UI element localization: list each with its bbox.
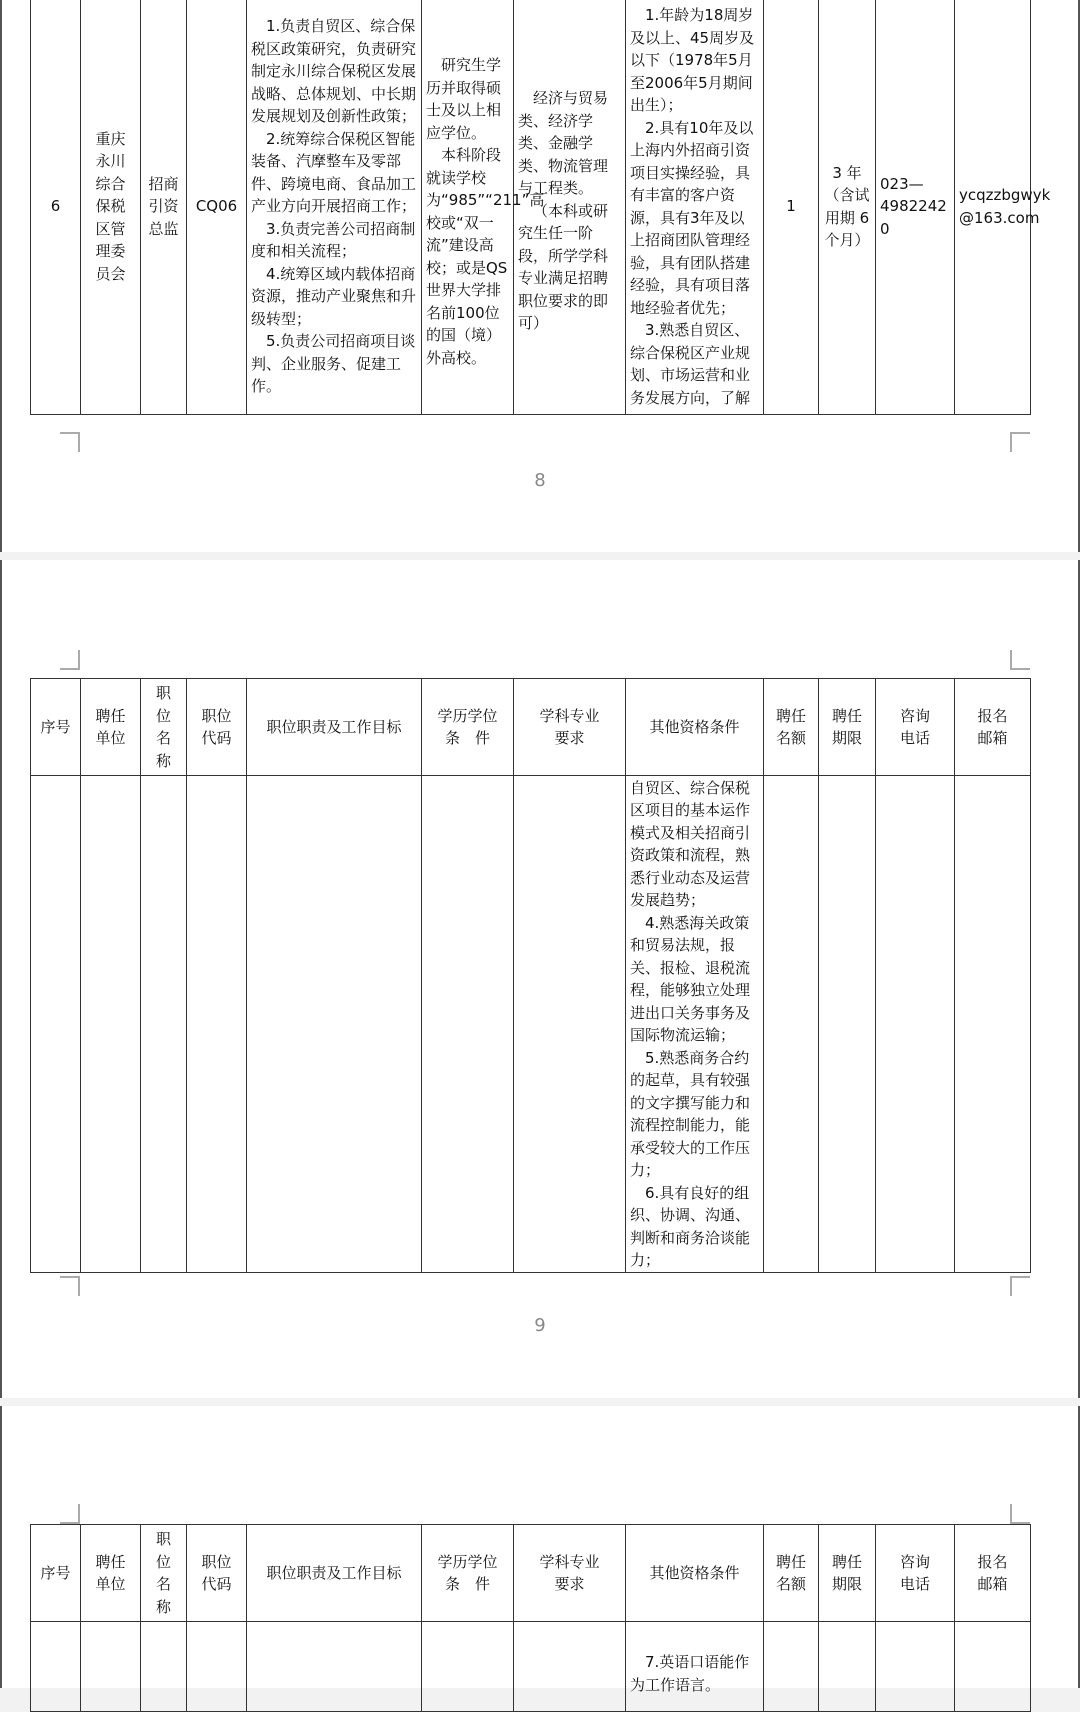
quota-cell: 1 <box>764 0 819 415</box>
header-email: 报名 邮箱 <box>955 1525 1031 1622</box>
recruitment-table-part2 <box>30 678 1031 1273</box>
edu-cell <box>422 0 545 415</box>
code-cell: CQ06 <box>187 0 247 415</box>
crop-mark <box>60 1504 80 1524</box>
other-cell <box>626 1622 764 1712</box>
crop-mark <box>60 432 80 452</box>
other-item: 2.具有10年及以上海内外招商引资项目实操经验，具有丰富的客户资源，具有3年及以上招商团队管理经验，具有团队搭建经验，具有项目落地经验者优先； <box>630 118 754 317</box>
table-row <box>31 0 1031 415</box>
email-cell: ycqzzbgwyk @163.com <box>955 0 1031 415</box>
duty-item: 5.负责公司招商项目谈判、企业服务、促建工作。 <box>251 332 416 396</box>
recruitment-table-part3 <box>30 1524 1031 1712</box>
header-quota: 聘任 名额 <box>764 1525 819 1622</box>
page-edge-left <box>0 1406 2 1688</box>
unit-cell: 重庆 永川 综合 保税 区管 理委 员会 <box>81 0 141 415</box>
other-item: 3.熟悉自贸区、综合保税区产业规划、市场运营和业务发展方向，了解 <box>630 321 751 407</box>
page-edge-left <box>0 560 2 1398</box>
duty-item: 4.统筹区域内载体招商资源，推动产业聚焦和升级转型； <box>251 264 417 328</box>
other-item: 6.具有良好的组织、协调、沟通、判断和商务洽谈能力； <box>630 1183 751 1269</box>
header-duty: 职位职责及工作目标 <box>247 1525 422 1622</box>
crop-mark <box>60 650 80 670</box>
edu-item: 本科阶段就读学校为“985”“211”高校或“双一流”建设高校；或是QS世界大学排名前100位的国（境）外高校。 <box>426 146 545 367</box>
term-cell: 3 年 （含试 用期 6 个月） <box>819 0 876 415</box>
phone-cell: 023— 4982242 0 <box>876 0 955 415</box>
table-row <box>31 776 1031 1273</box>
crop-mark <box>1010 650 1030 670</box>
crop-mark <box>1010 432 1030 452</box>
page-9 <box>0 560 1080 1398</box>
header-code: 职位 代码 <box>187 679 247 776</box>
other-cell <box>626 0 764 415</box>
other-item: 自贸区、综合保税区项目的基本运作模式及相关招商引资政策和流程，熟悉行业动态及运营发展趋势； <box>630 778 751 909</box>
header-other: 其他资格条件 <box>626 679 764 776</box>
page-8 <box>0 0 1080 552</box>
header-term: 聘任 期限 <box>819 679 876 776</box>
header-duty: 职位职责及工作目标 <box>247 679 422 776</box>
other-item: 5.熟悉商务合约的起草，具有较强的文字撰写能力和流程控制能力，能承受较大的工作压力； <box>630 1048 751 1179</box>
duty-item: 2.统筹综合保税区智能装备、汽摩整车及零部件、跨境电商、食品加工产业方向开展招商工作； <box>251 129 417 216</box>
page-number: 8 <box>534 470 546 491</box>
table-row <box>31 1622 1031 1712</box>
major-item: （本科或研究生任一阶段，所学学科专业满足招聘职位要求的即可） <box>518 201 609 332</box>
other-item: 4.熟悉海关政策和贸易法规，报关、报检、退税流程，能够独立处理进出口关务事务及国际物流运输； <box>630 913 751 1044</box>
major-item: 经济与贸易类、经济学类、金融学类、物流管理与工程类。 <box>518 89 609 197</box>
header-term: 聘任 期限 <box>819 1525 876 1622</box>
table-header-row <box>31 679 1031 776</box>
header-phone: 咨询 电话 <box>876 679 955 776</box>
header-edu: 学历学位 条 件 <box>422 679 514 776</box>
title-cell: 招商 引资 总监 <box>141 0 187 415</box>
seq-cell: 6 <box>31 0 81 415</box>
header-phone: 咨询 电话 <box>876 1525 955 1622</box>
crop-mark <box>1010 1504 1030 1524</box>
header-major: 学科专业 要求 <box>514 679 626 776</box>
header-edu: 学历学位 条 件 <box>422 1525 514 1622</box>
header-quota: 聘任 名额 <box>764 679 819 776</box>
crop-mark <box>60 1276 80 1296</box>
header-major: 学科专业 要求 <box>514 1525 626 1622</box>
header-title: 职 位 名 称 <box>141 679 187 776</box>
recruitment-table-part1 <box>30 0 1051 415</box>
other-item: 1.年龄为18周岁及以上、45周岁及以下（1978年5月至2006年5月期间出生）； <box>630 6 755 114</box>
crop-mark <box>1010 1276 1030 1296</box>
header-email: 报名 邮箱 <box>955 679 1031 776</box>
header-other: 其他资格条件 <box>626 1525 764 1622</box>
edu-item: 研究生学历并取得硕士及以上相应学位。 <box>426 56 502 142</box>
other-item: 7.英语口语能作为工作语言。 <box>630 1653 750 1694</box>
table-header-row <box>31 1525 1031 1622</box>
header-seq: 序号 <box>31 679 81 776</box>
header-unit: 聘任 单位 <box>81 1525 141 1622</box>
duty-item: 1.负责自贸区、综合保税区政策研究，负责研究制定永川综合保税区发展战略、总体规划、中长期发展规划及创新性政策； <box>251 17 417 126</box>
page-number: 9 <box>534 1315 546 1336</box>
other-cell <box>626 776 764 1273</box>
header-seq: 序号 <box>31 1525 81 1622</box>
header-unit: 聘任 单位 <box>81 679 141 776</box>
duty-item: 3.负责完善公司招商制度和相关流程； <box>251 219 416 261</box>
duty-cell <box>247 0 422 415</box>
header-title: 职 位 名 称 <box>141 1525 187 1622</box>
header-code: 职位 代码 <box>187 1525 247 1622</box>
page-10 <box>0 1406 1080 1694</box>
